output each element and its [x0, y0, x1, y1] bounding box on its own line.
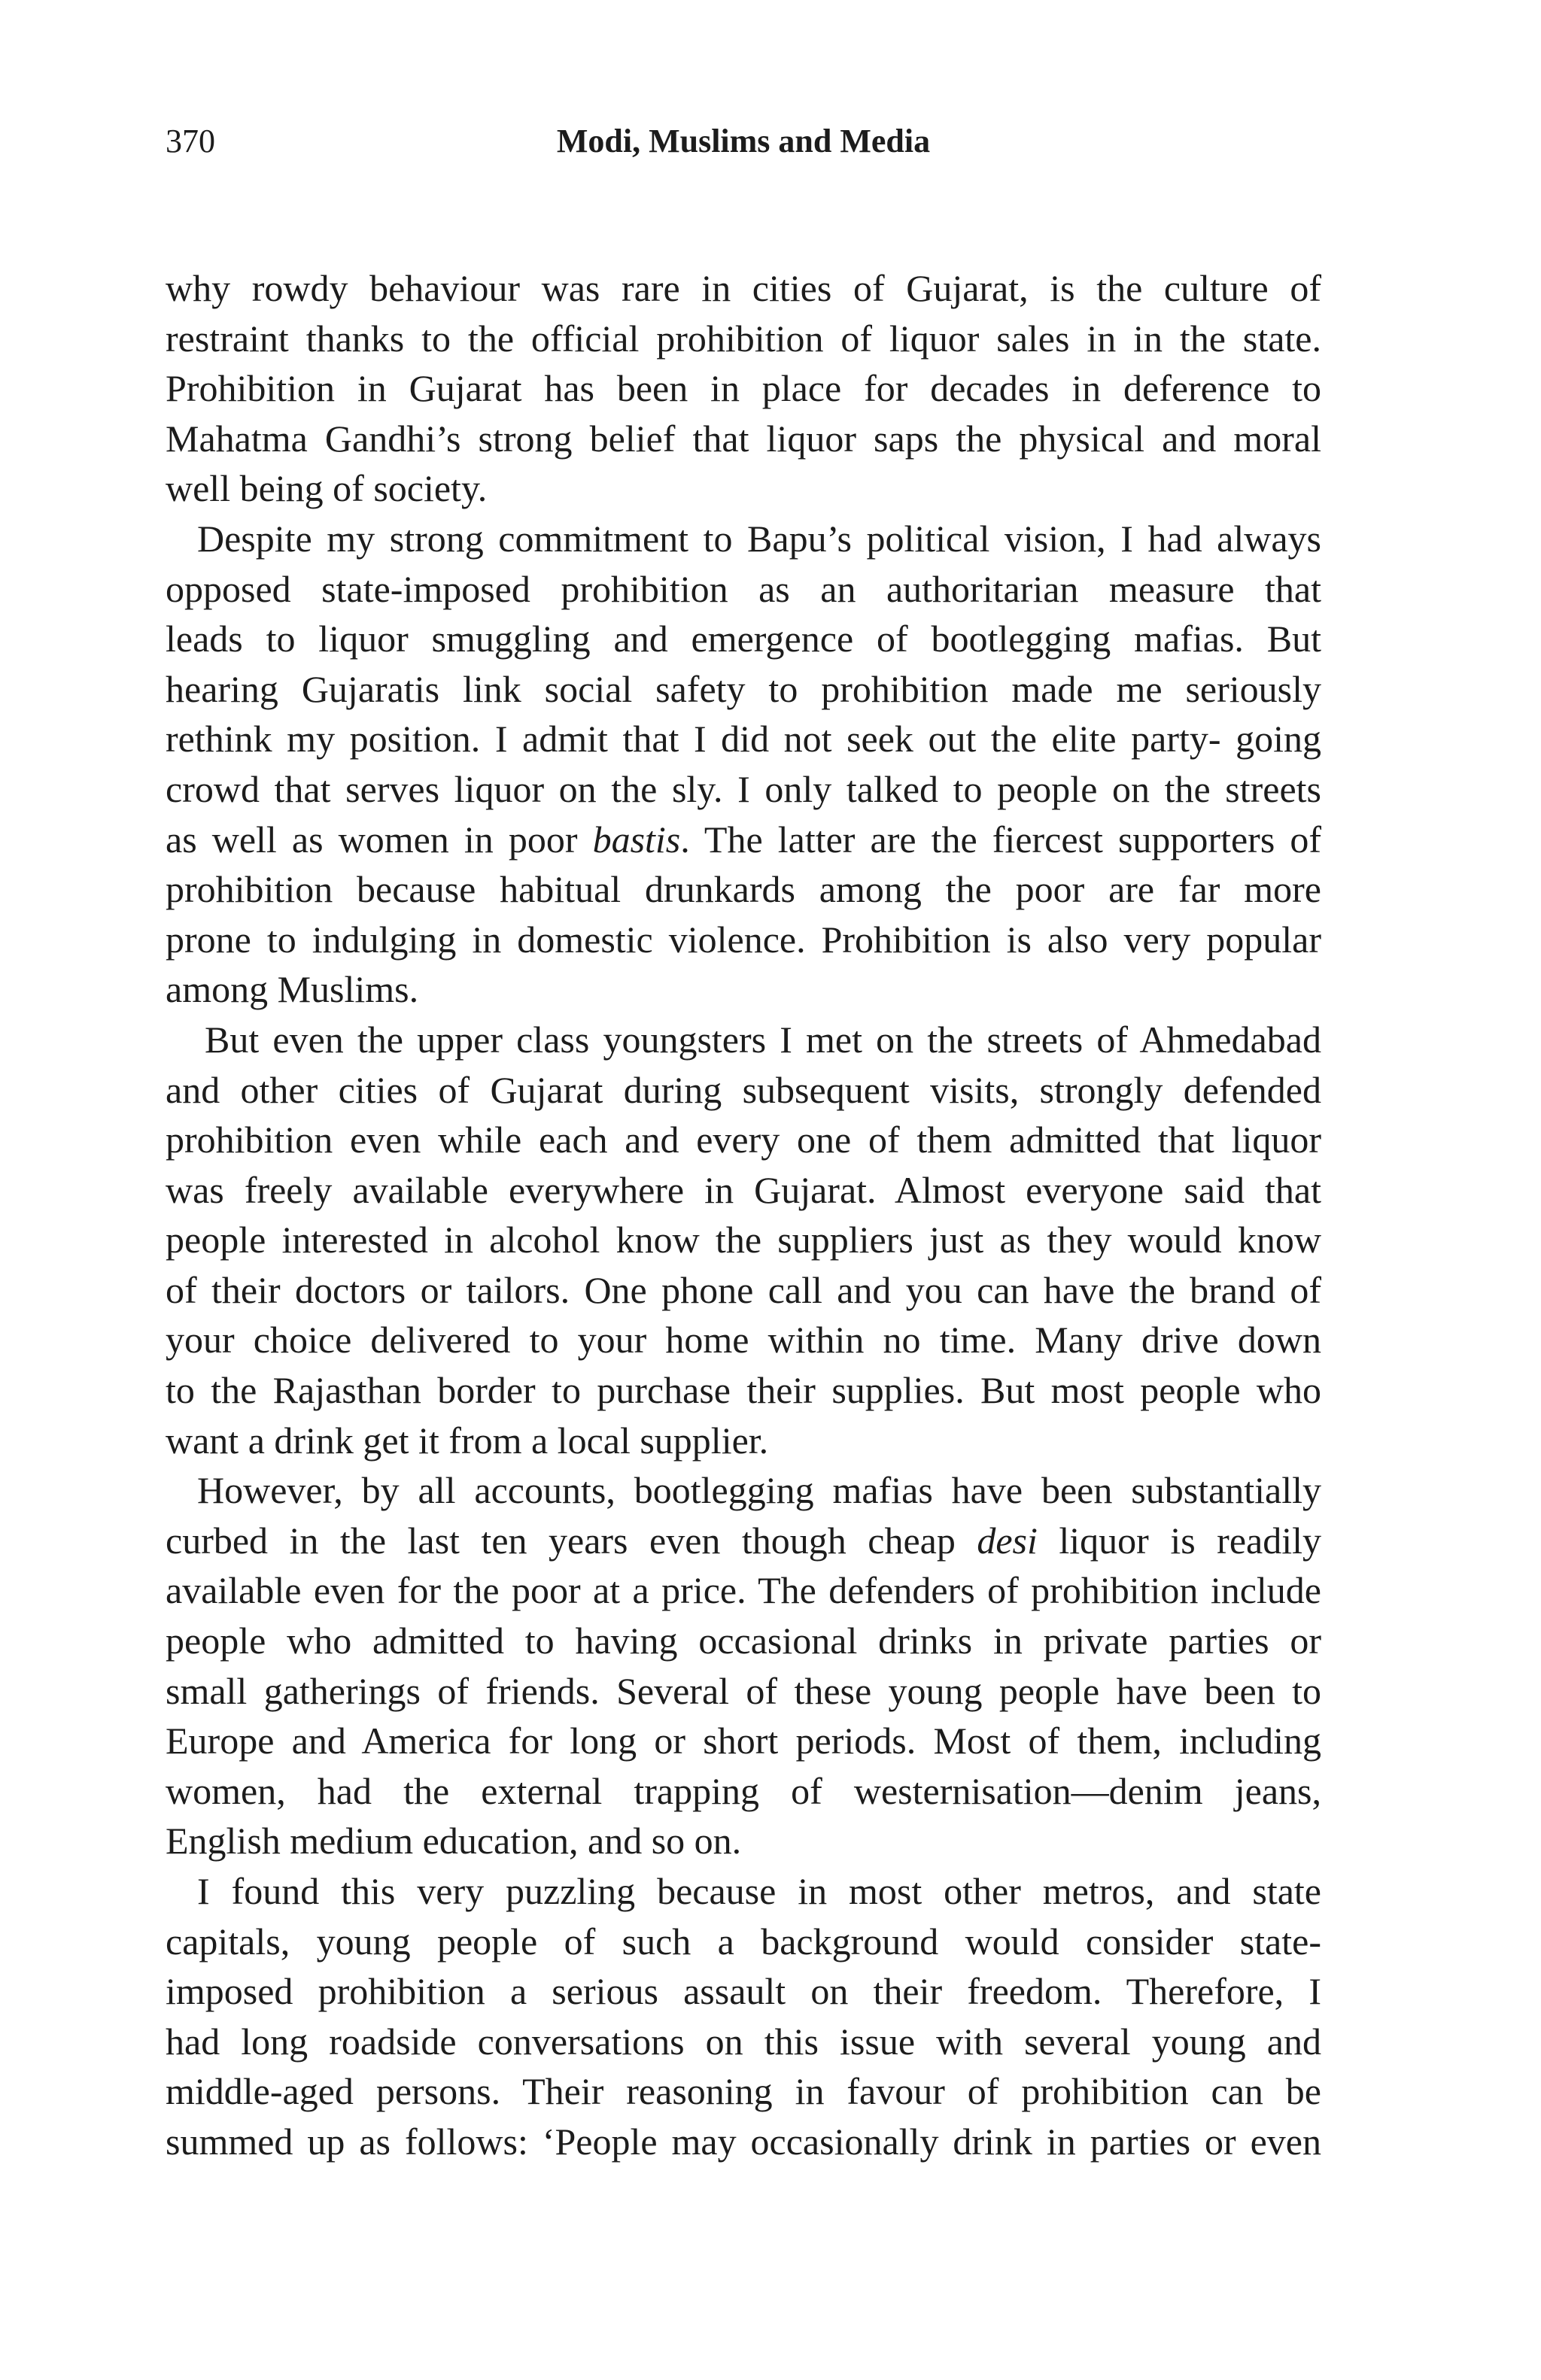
paragraph-2: [166, 514, 1321, 1015]
text-line: was freely available everywhere in Gujarat. Almost everyone said that: [166, 1168, 1321, 1211]
text-line: hearing Gujaratis link social safety to prohibition made me seriously: [166, 667, 1321, 710]
text-line: [166, 815, 1321, 865]
text-line: middle-aged persons. Their reasoning in favour of prohibition can be: [166, 2070, 1321, 2113]
page-number: 370: [166, 123, 215, 159]
text-line: Prohibition in Gujarat has been in place for decades in deference to: [166, 367, 1321, 410]
text-line: [166, 1516, 1321, 1566]
text-line: women, had the external trapping of westernisation—denim jeans,: [166, 1769, 1321, 1812]
text-line: However, by all accounts, bootlegging mafias have been substantially: [197, 1469, 1321, 1512]
text-line: rethink my position. I admit that I did not seek out the elite party- going: [166, 718, 1321, 760]
text-line: capitals, young people of such a background would consider state-: [166, 1920, 1321, 1963]
text-line: Europe and America for long or short periods. Most of them, including: [166, 1720, 1321, 1762]
paragraph-5: [166, 1866, 1321, 2167]
text-line: crowd that serves liquor on the sly. I only talked to people on the streets: [166, 767, 1321, 810]
text-line: imposed prohibition a serious assault on their freedom. Therefore, I: [166, 1970, 1321, 2013]
text-line: available even for the poor at a price. The defenders of prohibition include: [166, 1569, 1321, 1612]
text-line: well being of society.: [166, 467, 488, 510]
text-segment: . The latter are the fiercest supporters of: [680, 818, 1322, 861]
text-line: prone to indulging in domestic violence. Prohibition is also very popular: [166, 918, 1321, 961]
text-line: people interested in alcohol know the suppliers just as they would know: [166, 1219, 1321, 1261]
text-line: prohibition because habitual drunkards among the poor are far more: [166, 868, 1321, 911]
text-line: opposed state-imposed prohibition as an authoritarian measure that: [166, 567, 1321, 610]
text-line: to the Rajasthan border to purchase their supplies. But most people who: [166, 1369, 1321, 1412]
text-line: of their doctors or tailors. One phone call and you can have the brand of: [166, 1268, 1321, 1311]
italic-term: bastis: [592, 818, 681, 861]
text-line: English medium education, and so on.: [166, 1820, 742, 1862]
running-title: Modi, Muslims and Media: [556, 123, 931, 159]
italic-term: desi: [977, 1519, 1038, 1562]
text-segment: as well as women in poor: [166, 818, 593, 861]
text-line: want a drink get it from a local supplier.: [166, 1419, 769, 1462]
text-line: But even the upper class youngsters I met on the streets of Ahmedabad: [205, 1018, 1321, 1061]
running-head: [166, 119, 1321, 164]
text-segment: liquor is readily: [1037, 1519, 1322, 1562]
paragraph-1: [166, 263, 1321, 514]
text-line: among Muslims.: [166, 968, 419, 1011]
text-line: had long roadside conversations on this issue with several young and: [166, 2020, 1321, 2063]
text-line: prohibition even while each and every one of them admitted that liquor: [166, 1119, 1321, 1161]
text-line: restraint thanks to the official prohibition of liquor sales in in the state.: [166, 317, 1321, 360]
text-segment: curbed in the last ten years even though cheap: [166, 1519, 977, 1562]
text-line: leads to liquor smuggling and emergence of bootlegging mafias. But: [166, 618, 1321, 660]
text-line: Despite my strong commitment to Bapu’s political vision, I had always: [197, 517, 1321, 560]
text-line: Mahatma Gandhi’s strong belief that liquor saps the physical and moral: [166, 417, 1321, 460]
text-line: small gatherings of friends. Several of these young people have been to: [166, 1669, 1321, 1712]
paragraph-4: [166, 1465, 1321, 1866]
text-line: summed up as follows: ‘People may occasionally drink in parties or even: [166, 2120, 1321, 2163]
body-text: [166, 263, 1321, 2167]
text-line: why rowdy behaviour was rare in cities of Gujarat, is the culture of: [166, 267, 1321, 309]
paragraph-3: [166, 1015, 1321, 1465]
text-line: and other cities of Gujarat during subsequent visits, strongly defended: [166, 1068, 1321, 1111]
text-line: your choice delivered to your home within no time. Many drive down: [166, 1319, 1321, 1362]
text-line: people who admitted to having occasional drinks in private parties or: [166, 1620, 1321, 1662]
text-line: I found this very puzzling because in most other metros, and state: [197, 1870, 1321, 1912]
